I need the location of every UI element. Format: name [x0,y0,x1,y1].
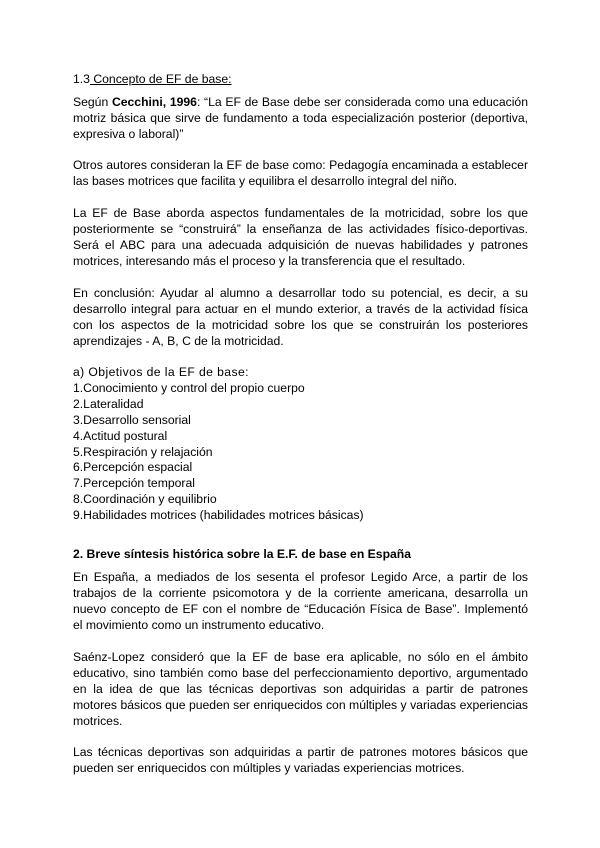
objectives-section [73,365,528,524]
section-2-heading: 2. Breve síntesis histórica sobre la E.F. de base en España [73,547,412,561]
paragraph-lead: Según [73,95,112,109]
objective-item: 7.Percepción temporal [73,476,195,491]
paragraph-ef-base-aspects: La EF de Base aborda aspectos fundamentales de la motricidad, sobre los que posteriormente se “construirá” la enseñanza de las actividades físico-deportivas. Será el ABC para una adecuada adquisición de nuevas habilidades y patrones motrices, interesando más el proceso y la transferencia que el resultado. [73,206,528,268]
objective-item: 9.Habilidades motrices (habilidades motrices básicas) [73,508,364,523]
objective-item: 3.Desarrollo sensorial [73,412,191,427]
paragraph-cecchini-definition [73,95,528,143]
author-citation: Cecchini, 1996 [111,95,197,109]
paragraph-saenz-lopez: Saénz-Lopez consideró que la EF de base era aplicable, no sólo en el ámbito educativo, sino también como base del perfeccionamiento deportivo, argumentado en la idea de que las técnicas deportivas son adquiridas a partir de patrones motores básicos que pueden ser enriquecidos con múltiples y variadas experiencias motrices. [73,650,528,728]
objective-item: 6.Percepción espacial [73,460,193,475]
objective-item: 8.Coordinación y equilibrio [73,492,217,507]
section-title: Concepto de EF de base: [89,72,232,86]
objective-item: 5.Respiración y relajación [73,444,213,459]
paragraph-quote: : “La EF de Base debe ser considerada como una educación motriz básica que sirve de fundamento a toda especialización posterior (deportiva, expresiva o laboral)” [73,95,528,141]
objective-item: 4.Actitud postural [73,428,168,443]
paragraph-legido-arce: En España, a mediados de los sesenta el profesor Legido Arce, a partir de los trabajos de la corriente psicomotora y de la corriente americana, desarrolla un nuevo concepto de EF con el nombre de “Educación Física de Base”. Implementó el movimiento como un instrumento educativo. [73,570,528,632]
objectives-heading: a) Objetivos de la EF de base: [73,365,249,379]
objective-item: 1.Conocimiento y control del propio cuerpo [73,380,305,395]
paragraph-sport-techniques: Las técnicas deportivas son adquiridas a partir de patrones motores básicos que pueden ser enriquecidos con múltiples y variadas experiencias motrices. [73,745,528,775]
paragraph-conclusion: En conclusión: Ayudar al alumno a desarrollar todo su potencial, es decir, a su desarrollo integral para actuar en el mundo exterior, a través de la actividad física con los aspectos de la motricidad sobre los que se construirán los posteriores aprendizajes - A, B, C de la motricidad. [73,286,528,348]
paragraph-other-authors: Otros autores consideran la EF de base como: Pedagogía encaminada a establecer las bases motrices que facilita y equilibra el desarrollo integral del niño. [73,158,528,188]
objective-item: 2.Lateralidad [73,396,144,411]
section-1-3-heading [73,72,528,88]
section-number: 1.3 [73,72,90,86]
